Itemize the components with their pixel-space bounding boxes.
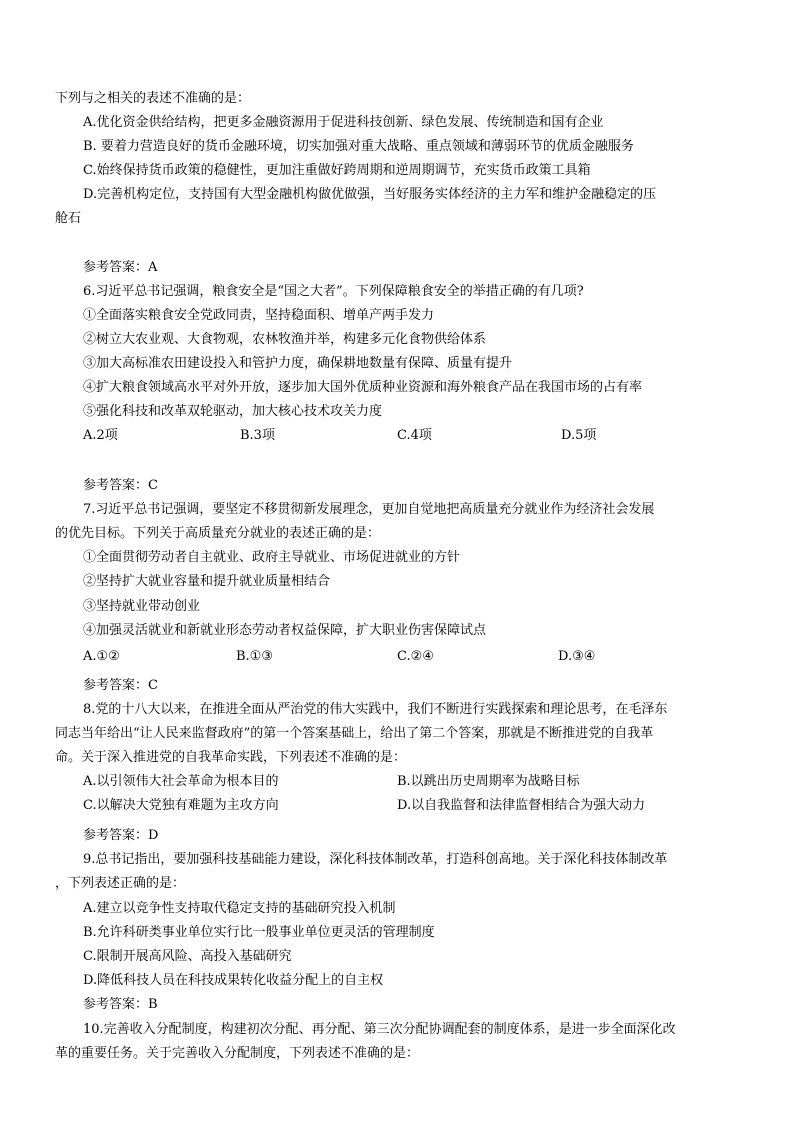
q7-item-1: ①全面贯彻劳动者自主就业、政府主导就业、市场促进就业的方针 <box>83 550 461 565</box>
q5-option-c: C.始终保持货币政策的稳健性，更加注重做好跨周期和逆周期调节，充实货币政策工具箱 <box>83 163 591 178</box>
q7-option-a: A.①② <box>83 649 120 664</box>
q7-item-2: ②坚持扩大就业容量和提升就业质量相结合 <box>83 574 331 589</box>
q6-item-2: ②树立大农业观、大食物观，农林牧渔并举，构建多元化食物供给体系 <box>83 332 487 347</box>
q6-option-a: A.2项 <box>83 428 118 443</box>
q9-option-a: A.建立以竞争性支持取代稳定支持的基础研究投入机制 <box>83 901 396 916</box>
q7-option-b: B.①③ <box>236 649 273 664</box>
q8-stem-line3: 命。关于深入推进党的自我革命实践，下列表述不准确的是： <box>55 750 407 765</box>
q8-stem-line1: 8.党的十八大以来，在推进全面从严治党的伟大实践中，我们不断进行实践探索和理论思考，在毛泽东 <box>83 702 668 717</box>
q9-option-d: D.降低科技人员在科技成果转化收益分配上的自主权 <box>83 973 384 988</box>
q9-option-c: C.限制开展高风险、高投入基础研究 <box>83 949 292 964</box>
q5-option-a: A.优化资金供给结构，把更多金融资源用于促进科技创新、绿色发展、传统制造和国有企业 <box>83 115 604 130</box>
q6-option-c: C.4项 <box>397 428 432 443</box>
q10-stem-line1: 10.完善收入分配制度，构建初次分配、再分配、第三次分配协调配套的制度体系，是进一步全面深化改 <box>83 1022 676 1037</box>
q5-answer: 参考答案：A <box>83 260 158 275</box>
q8-stem-line2: 同志当年给出“让人民来监督政府”的第一个答案基础上，给出了第二个答案，那就是不断推进党的自我革 <box>55 726 654 741</box>
q7-item-4: ④加强灵活就业和新就业形态劳动者权益保障，扩大职业伤害保障试点 <box>83 623 487 638</box>
q7-stem-line2: 的优先目标。下列关于高质量充分就业的表述正确的是： <box>55 526 381 541</box>
q5-option-b: B. 要着力营造良好的货币金融环境，切实加强对重大战略、重点领域和薄弱环节的优质金融服务 <box>83 139 634 154</box>
q5-stem: 下列与之相关的表述不准确的是： <box>55 91 251 106</box>
q6-option-d: D.5项 <box>561 428 597 443</box>
q7-item-3: ③坚持就业带动创业 <box>83 599 201 614</box>
q6-item-1: ①全面落实粮食安全党政同责，坚持稳面积、增单产两手发力 <box>83 308 435 323</box>
q10-stem-line2: 革的重要任务。关于完善收入分配制度，下列表述不准确的是： <box>55 1046 420 1061</box>
q9-stem-line1: 9.总书记指出，要加强科技基础能力建设，深化科技体制改革，打造科创高地。关于深化科技体制改革 <box>83 852 668 867</box>
q6-answer: 参考答案：C <box>83 478 158 493</box>
q9-option-b: B.允许科研类事业单位实行比一般事业单位更灵活的管理制度 <box>83 925 435 940</box>
q8-answer: 参考答案：D <box>83 828 159 843</box>
q9-answer: 参考答案：B <box>83 997 158 1012</box>
q7-answer: 参考答案：C <box>83 678 158 693</box>
q9-stem-line2: ，下列表述正确的是： <box>55 876 186 891</box>
q8-option-a: A.以引领伟大社会革命为根本目的 <box>83 774 279 789</box>
q5-option-d-cont: 舱石 <box>55 211 82 226</box>
q6-item-4: ④扩大粮食领域高水平对外开放，逐步加大国外优质种业资源和海外粮食产品在我国市场的占有率 <box>83 380 643 395</box>
q6-stem: 6.习近平总书记强调，粮食安全是“国之大者”。下列保障粮食安全的举措正确的有几项? <box>83 284 584 299</box>
q8-option-d: D.以自我监督和法律监督相结合为强大动力 <box>397 798 646 813</box>
q6-item-5: ⑤强化科技和改革双轮驱动，加大核心技术攻关力度 <box>83 404 383 419</box>
q6-option-b: B.3项 <box>240 428 275 443</box>
q7-option-d: D.③④ <box>558 649 596 664</box>
q7-option-c: C.②④ <box>397 649 434 664</box>
q5-option-d: D.完善机构定位，支持国有大型金融机构做优做强，当好服务实体经济的主力军和维护金融稳定的压 <box>83 187 657 202</box>
q8-option-b: B.以跳出历史周期率为战略目标 <box>397 774 580 789</box>
q6-item-3: ③加大高标准农田建设投入和管护力度，确保耕地数量有保障、质量有提升 <box>83 356 513 371</box>
q7-stem-line1: 7.习近平总书记强调，要坚定不移贯彻新发展理念，更加自觉地把高质量充分就业作为经济社会发展 <box>83 502 655 517</box>
q8-option-c: C.以解决大党独有难题为主攻方向 <box>83 798 279 813</box>
